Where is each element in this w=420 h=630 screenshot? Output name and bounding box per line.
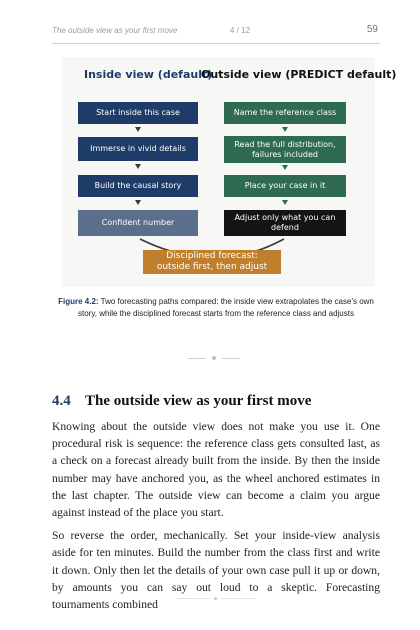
outside-view-heading: Outside view (PREDICT default) [201, 68, 397, 81]
figure-caption [52, 296, 380, 320]
running-head [52, 24, 380, 38]
inside-step-start: Start inside this case [78, 102, 198, 124]
inside-step-confident: Confident number [78, 210, 198, 236]
figure-caption-text: Two forecasting paths compared: the inside view extrapolates the case's own story, while the disciplined forecast starts from the reference class and adjusts [78, 297, 374, 318]
section-number: 4.4 [52, 393, 71, 409]
header-rule [52, 43, 380, 44]
footer-ornament [176, 596, 256, 602]
inside-step-story: Build the causal story [78, 175, 198, 197]
figure-label: Figure 4.2: [58, 297, 99, 306]
down-arrow-icon [135, 127, 141, 132]
section-title: The outside view as your first move [85, 393, 312, 409]
down-arrow-icon [282, 127, 288, 132]
running-title: The outside view as your first move [52, 26, 178, 35]
outside-step-name-class: Name the reference class [224, 102, 346, 124]
down-arrow-icon [282, 200, 288, 205]
page-counter: 4 / 12 [230, 26, 251, 35]
inside-view-heading: Inside view (default) [84, 68, 213, 81]
outside-step-adjust: Adjust only what you can defend [224, 210, 346, 236]
body-text [52, 418, 380, 619]
page-number: 59 [366, 24, 378, 35]
forecast-paths-figure [62, 57, 397, 287]
section-heading [52, 393, 382, 413]
down-arrow-icon [135, 200, 141, 205]
section-divider [188, 354, 240, 362]
body-paragraph: Knowing about the outside view does not make you use it. One procedural risk is sequence: the reference class gets consulted last, as a check on a forecast already built from the inside. By then the inside number may have anchored you, as the wheel anchored estimates in the last chapter. The outside view can become a claim you argue against instead of the place you start. [52, 420, 380, 520]
down-arrow-icon [282, 165, 288, 170]
body-paragraph: So reverse the order, mechanically. Set your inside-view analysis aside for ten minutes. Build the number from the class first and write it down. Only then let the details of your own case pull it up or down, by amounts you can say out loud to a skeptic. Forecasting tournaments combined [52, 529, 380, 612]
down-arrow-icon [135, 164, 141, 169]
disciplined-forecast-box: Disciplined forecast: outside first, then adjust [143, 250, 281, 274]
outside-step-place: Place your case in it [224, 175, 346, 197]
outside-step-distribution: Read the full distribution, failures included [224, 136, 346, 163]
inside-step-immerse: Immerse in vivid details [78, 137, 198, 161]
